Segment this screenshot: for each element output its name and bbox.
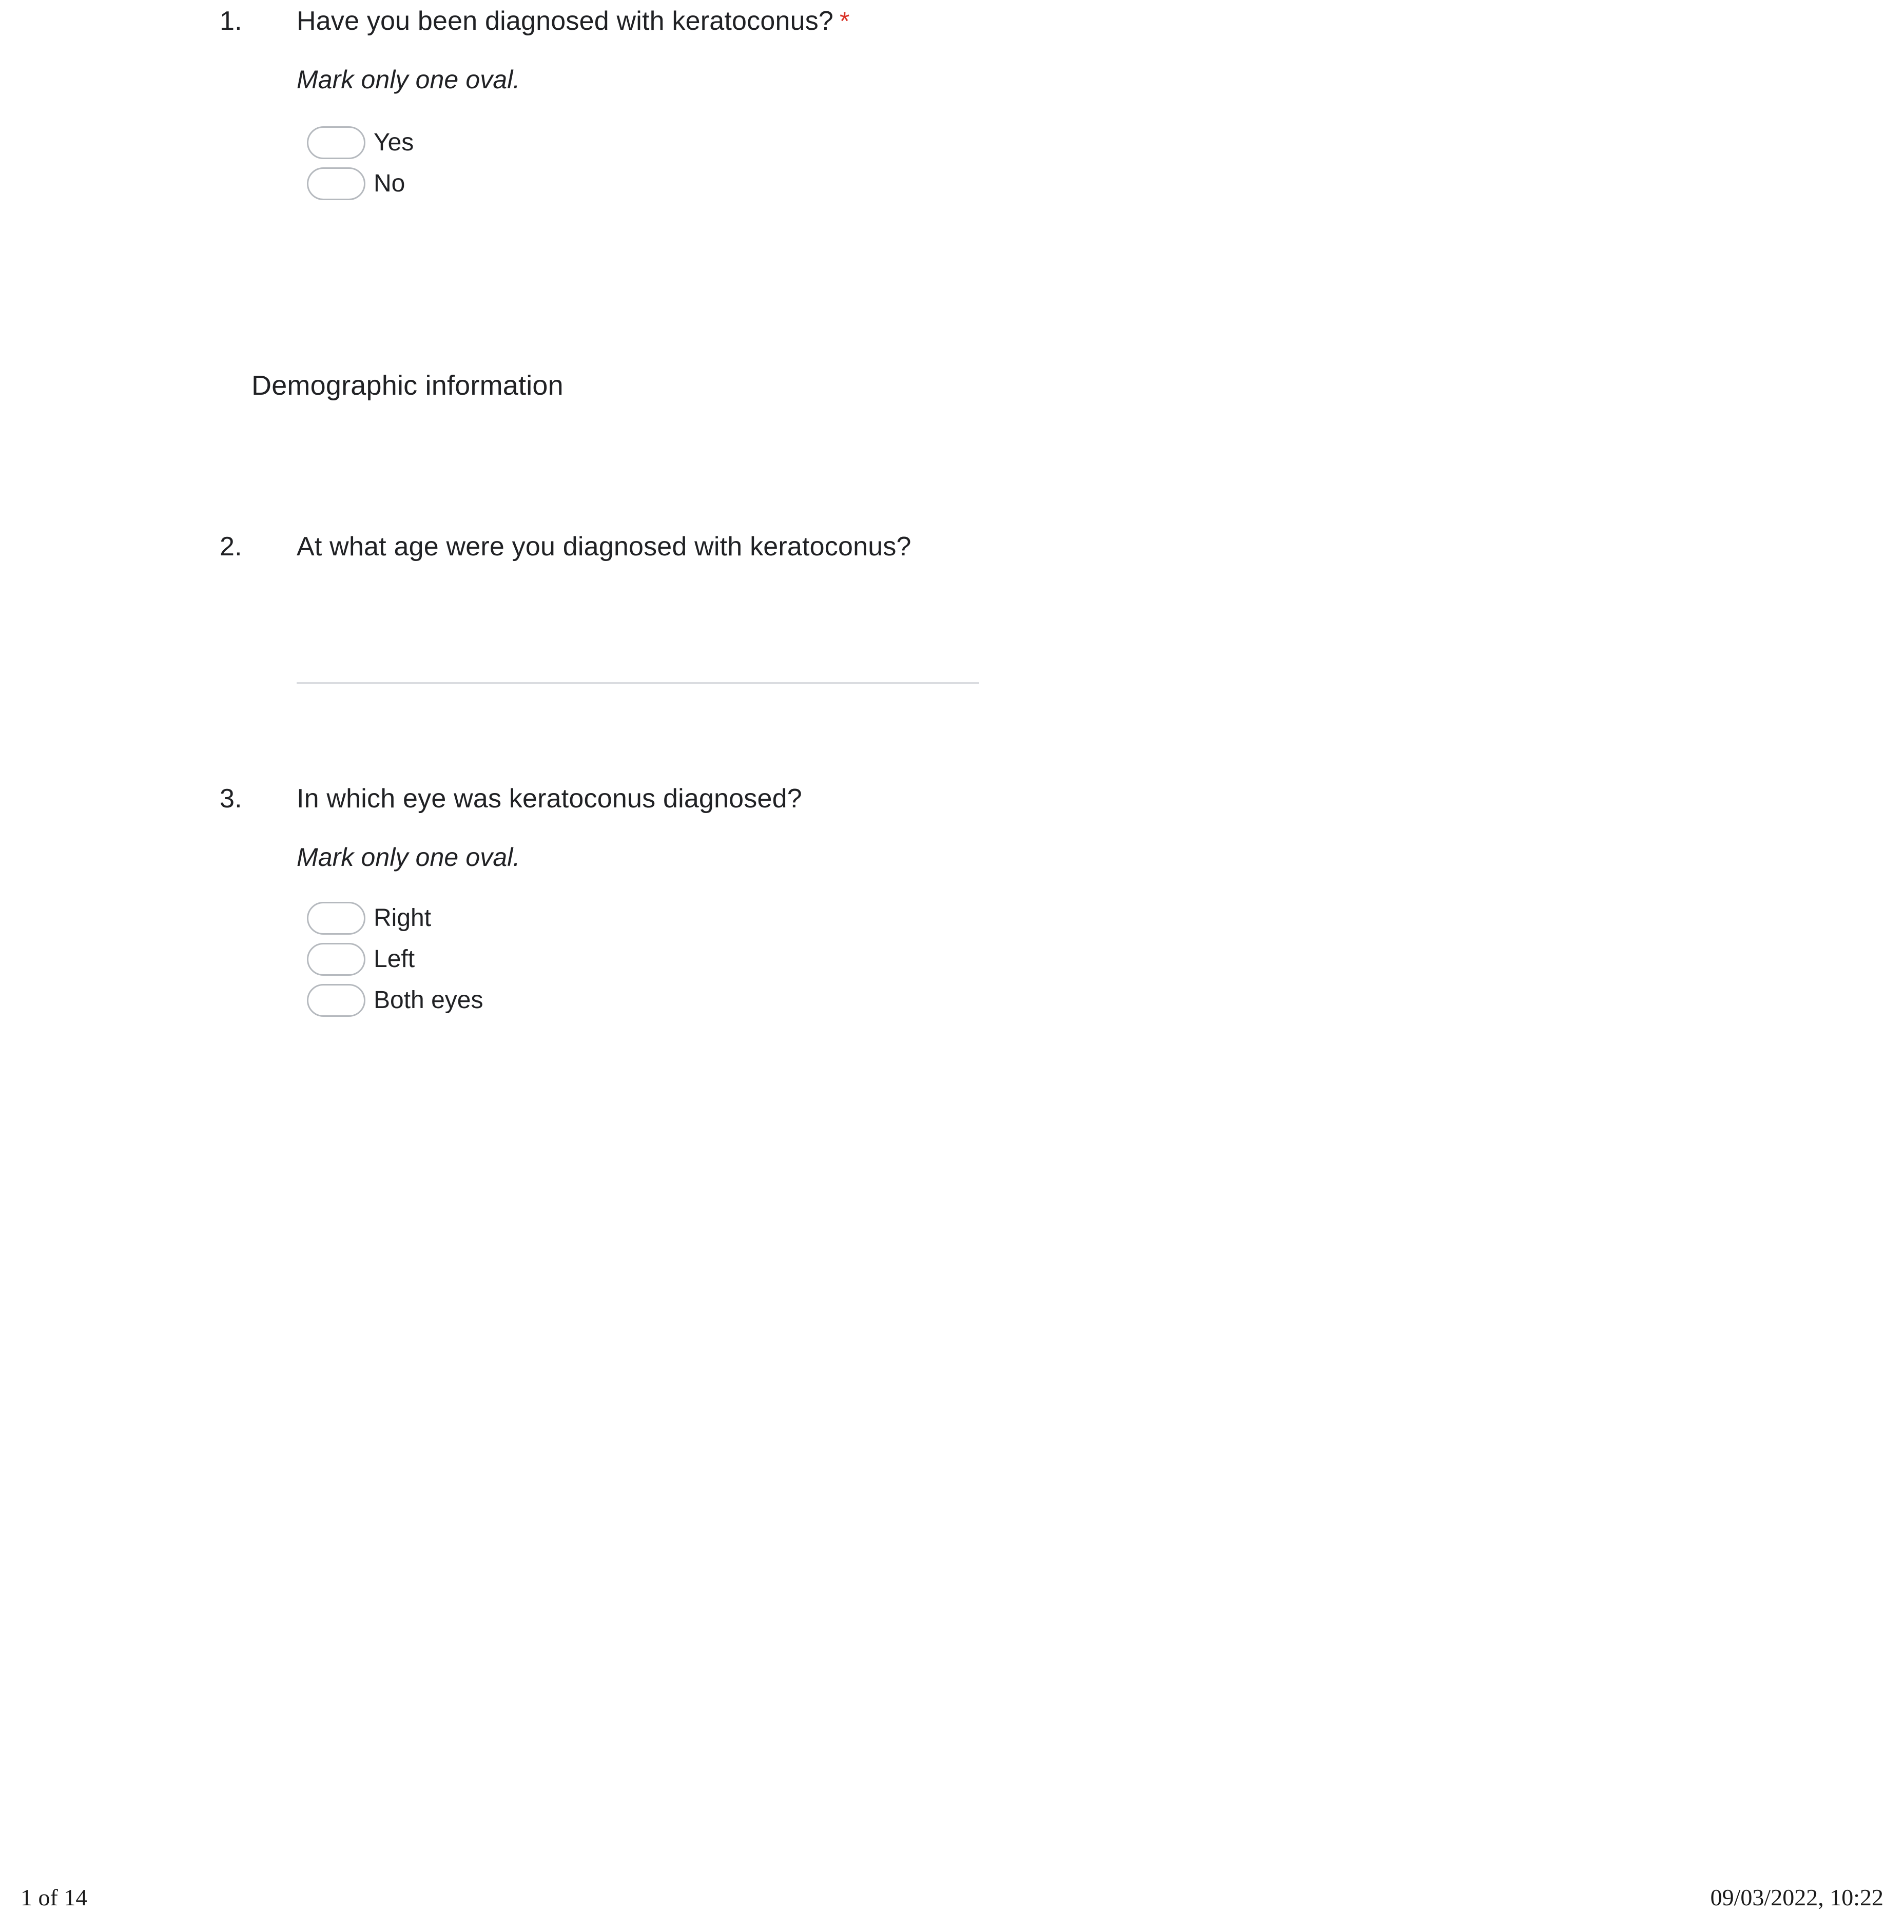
page-footer: [0, 1882, 1904, 1912]
option-label: No: [374, 170, 405, 198]
question-1-heading: [0, 4, 1334, 39]
option-label: Right: [374, 904, 432, 932]
question-1-hint: Mark only one oval.: [297, 65, 520, 94]
option-label: Left: [374, 945, 415, 973]
question-block-1: [0, 0, 1334, 200]
radio-oval-icon[interactable]: [307, 943, 365, 976]
option-label: Both eyes: [374, 987, 483, 1014]
question-3-number: 3.: [220, 784, 242, 814]
question-1-number: 1.: [220, 6, 242, 36]
page-indicator: 1 of 14: [21, 1884, 88, 1910]
option-row[interactable]: [307, 126, 1334, 159]
question-2-number: 2.: [220, 531, 242, 562]
required-asterisk-icon: *: [840, 7, 850, 35]
radio-oval-icon[interactable]: [307, 167, 365, 200]
question-3-text: In which eye was keratoconus diagnosed?: [297, 784, 802, 814]
short-answer-input[interactable]: [297, 682, 979, 684]
section-header-demographic-information: Demographic information: [251, 370, 564, 401]
question-2-text: At what age were you diagnosed with keratoconus?: [297, 531, 911, 562]
option-label: Yes: [374, 129, 414, 157]
question-3-heading: [0, 782, 1334, 817]
radio-oval-icon[interactable]: [307, 126, 365, 159]
question-1-label: Have you been diagnosed with keratoconus?: [297, 6, 834, 36]
option-row[interactable]: [307, 943, 1334, 976]
option-row[interactable]: [307, 902, 1334, 935]
question-block-3: [0, 782, 1334, 1017]
form-body: [0, 0, 1334, 1025]
question-1-options: [307, 126, 1334, 200]
question-3-hint: Mark only one oval.: [297, 842, 520, 872]
question-2-heading: [0, 530, 1334, 565]
question-3-options: [307, 902, 1334, 1017]
option-row[interactable]: [307, 167, 1334, 200]
question-block-2: [0, 530, 1334, 685]
radio-oval-icon[interactable]: [307, 902, 365, 935]
question-1-text: [297, 4, 1334, 39]
print-timestamp: 09/03/2022, 10:22: [1710, 1884, 1883, 1910]
radio-oval-icon[interactable]: [307, 984, 365, 1017]
option-row[interactable]: [307, 984, 1334, 1017]
